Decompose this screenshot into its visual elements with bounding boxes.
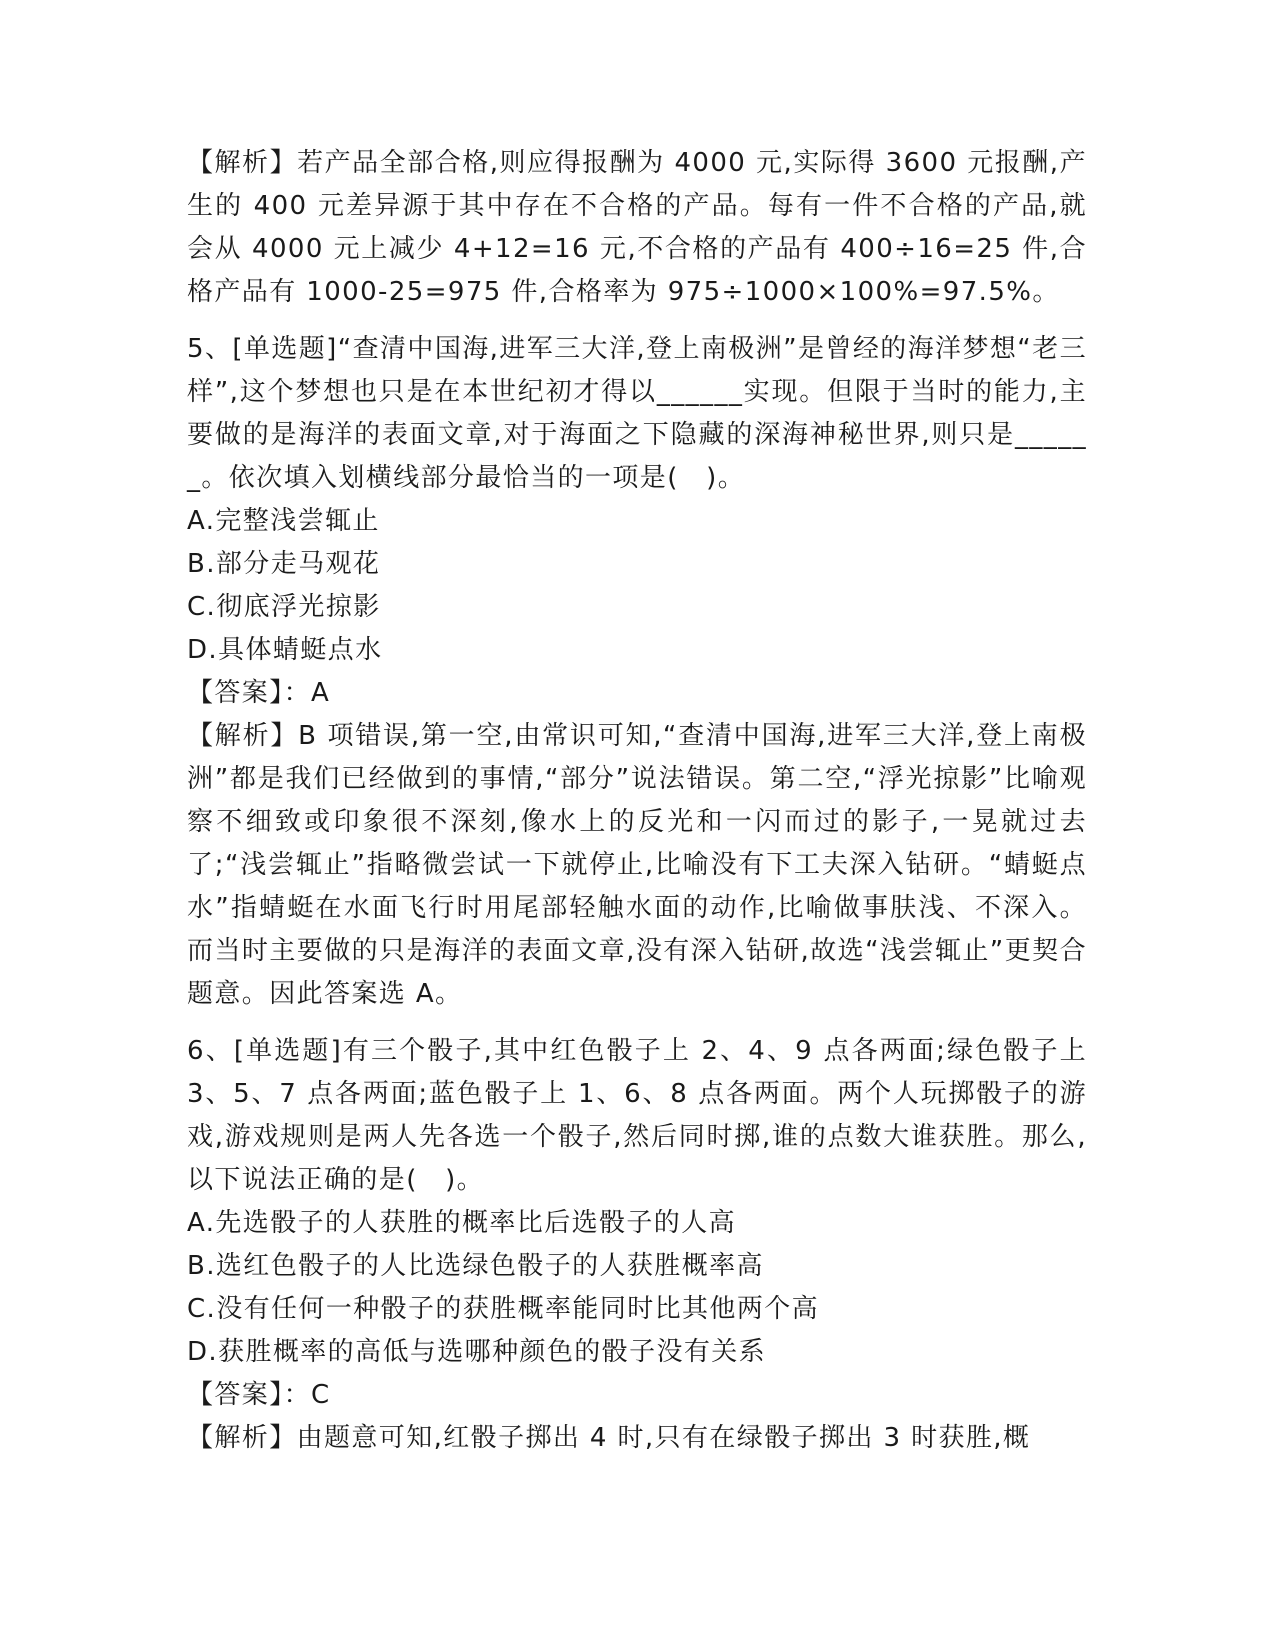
- question-5-option-b: B.部分走马观花: [187, 549, 381, 579]
- question-6-analysis: 【解析】由题意可知,红骰子掷出 4 时,只有在绿骰子掷出 3 时获胜,概: [187, 1423, 1031, 1453]
- question-5-option-c: C.彻底浮光掠影: [187, 592, 381, 622]
- question-5: [187, 328, 1087, 1016]
- question-5-option-d: D.具体蜻蜓点水: [187, 635, 383, 665]
- question-6: [187, 1030, 1087, 1460]
- question-5-analysis: 【解析】B 项错误,第一空,由常识可知,“查清中国海,进军三大洋,登上南极洲”都是我们已经做到的事情,“部分”说法错误。第二空,“浮光掠影”比喻观察不细致或印象很不深刻,像水上的反光和一闪而过的影子,一晃就过去了;“浅尝辄止”指略微尝试一下就停止,比喻没有下工夫深入钻研。“蜻蜓点水”指蜻蜓在水面飞行时用尾部轻触水面的动作,比喻做事肤浅、不深入。而当时主要做的只是海洋的表面文章,没有深入钻研,故选“浅尝辄止”更契合题意。因此答案选 A。: [187, 721, 1087, 1009]
- question-6-option-b: B.选红色骰子的人比选绿色骰子的人获胜概率高: [187, 1251, 764, 1281]
- question-5-stem: 5、[单选题]“查清中国海,进军三大洋,登上南极洲”是曾经的海洋梦想“老三样”,这个梦想也只是在本世纪初才得以______实现。但限于当时的能力,主要做的是海洋的表面文章,对于海面之下隐藏的深海神秘世界,则只是______。依次填入划横线部分最恰当的一项是( )。: [187, 334, 1087, 493]
- question-6-stem: 6、[单选题]有三个骰子,其中红色骰子上 2、4、9 点各两面;绿色骰子上 3、5、7 点各两面;蓝色骰子上 1、6、8 点各两面。两个人玩掷骰子的游戏,游戏规则是两人先各选一个骰子,然后同时掷,谁的点数大谁获胜。那么,以下说法正确的是( )。: [187, 1036, 1087, 1195]
- spacer: [187, 314, 1087, 328]
- question-5-option-a: A.完整浅尝辄止: [187, 506, 380, 536]
- question-6-option-a: A.先选骰子的人获胜的概率比后选骰子的人高: [187, 1208, 736, 1238]
- question-6-option-c: C.没有任何一种骰子的获胜概率能同时比其他两个高: [187, 1294, 820, 1324]
- question-6-answer: 【答案】：C: [187, 1380, 331, 1410]
- spacer: [187, 1016, 1087, 1030]
- question-6-option-d: D.获胜概率的高低与选哪种颜色的骰子没有关系: [187, 1337, 767, 1367]
- prev-question-analysis: 【解析】若产品全部合格,则应得报酬为 4000 元,实际得 3600 元报酬,产生的 400 元差异源于其中存在不合格的产品。每有一件不合格的产品,就会从 4000 元上减少 4+12=16 元,不合格的产品有 400÷16=25 件,合格产品有 1000-25=975 件,合格率为 975÷1000×100%=97.5%。: [187, 148, 1087, 307]
- question-5-answer: 【答案】：A: [187, 678, 331, 708]
- document-content: [187, 142, 1087, 1460]
